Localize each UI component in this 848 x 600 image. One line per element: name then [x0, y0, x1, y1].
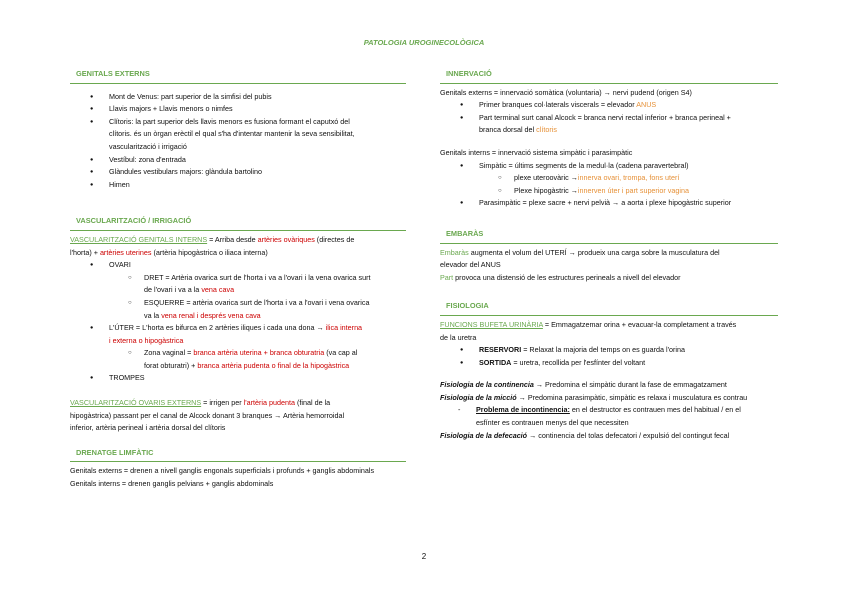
reservori-item	[440, 344, 778, 357]
branca-uterina: branca artèria uterina + branca obturatria	[193, 348, 325, 358]
drenatge-externs: Genitals externs = drenen a nivell ganglis engonals superficials i profunds + ganglis abdominals	[70, 466, 375, 476]
text: → Predomina parasimpàtic, simpàtic es relaxa i musculatura es contrau	[516, 392, 748, 402]
dret-item: ○ DRET = Artèria ovarica surt de l'horta i va a l'ovari i la vena ovarica surt	[70, 272, 406, 285]
list-item-cont: vascularització i irrigació	[109, 141, 187, 151]
right-column	[440, 68, 778, 442]
text: Primer branques col·laterals viscerals = elevador	[479, 100, 637, 110]
esquerre-cont	[70, 310, 406, 323]
uter-item	[70, 322, 406, 335]
text: (va cap al	[324, 348, 358, 358]
text: = irrigen per	[201, 398, 244, 408]
vascularitzacio-heading: VASCULARITZACIÓ / IRRIGACIÓ	[70, 215, 406, 231]
list-item: ● Glàndules vestibulars majors: glàndula bartolino	[70, 166, 406, 179]
reservori-label: RESERVORI	[479, 345, 522, 355]
list-item: ● Vestíbul: zona d'entrada	[70, 154, 406, 167]
genitals-externs-heading: GENITALS EXTERNS	[70, 68, 406, 84]
text: = Relaxat la majoria del temps on es guarda l'orina	[521, 345, 685, 355]
page-title: PATOLOGIA UROGINECOLÒGICA	[363, 38, 485, 47]
primer-item	[440, 99, 778, 112]
arteries-uterines: artèries uterines	[99, 247, 152, 257]
innervacio-interns: Genitals interns = innervació sistema simpàtic i parasimpàtic	[440, 147, 633, 157]
ovari-item: ● OVARI	[70, 259, 406, 272]
arteries-ovariques: artèries ovàriques	[257, 234, 315, 244]
zona-vaginal-cont	[70, 360, 406, 373]
continencia-label: Fisiologia de la continencia	[440, 380, 534, 390]
list-item: ● Clítoris: la part superior dels llavis menors es fusiona formant el caputxó del	[70, 116, 406, 129]
embaras-heading: EMBARÀS	[440, 228, 778, 244]
left-column	[70, 68, 406, 491]
text: va la	[144, 310, 162, 320]
zona-vaginal-item	[70, 347, 406, 360]
part-line	[440, 272, 778, 285]
page-number: 2	[421, 552, 427, 561]
part-terminal-item: ● Part terminal surt canal Alcock = branca nervi rectal inferior + branca perineal +	[440, 112, 778, 125]
text: → Predomina el simpàtic durant la fase de emmagatzament	[533, 380, 727, 390]
incontinencia-item	[440, 404, 778, 417]
plexe-uteroovaric	[440, 172, 778, 185]
trompes-item: ● TROMPES	[70, 372, 406, 385]
iliaca-externa: i externa o hipogàstrica	[109, 335, 184, 345]
embaras-word: Embaràs	[440, 247, 469, 257]
arteria-pudenta: l'artèria pudenta	[243, 398, 296, 408]
text: Zona vaginal =	[144, 348, 194, 358]
drenatge-heading: DRENATGE LIMFÀTIC	[70, 447, 406, 463]
interns-line-2	[70, 247, 406, 260]
text: Plexe hipogàstric →	[514, 185, 578, 195]
text: (directes de	[314, 234, 355, 244]
interns-label: VASCULARITZACIÓ GENITALS INTERNS	[70, 234, 208, 244]
clitoris: clítoris	[536, 125, 557, 135]
embaras-line-1	[440, 247, 778, 260]
defecacio-line	[440, 430, 778, 443]
vena-renal: vena renal i després vena cava	[161, 310, 261, 320]
text: en el destructor es contrauen mes del habitual / en el	[569, 405, 741, 415]
ovaris-line-2: hipogàstrica) passant per el canal de Alcock donant 3 branques → Artèria hemorroidal	[70, 410, 345, 420]
fisiologia-heading: FISIOLOGIA	[440, 300, 778, 316]
parasimpatic-item: ● Parasimpàtic = plexe sacre + nervi pelvià → a aorta i plexe hipogàstric superior	[440, 197, 778, 210]
miccio-label: Fisiologia de la micció	[440, 392, 517, 402]
miccio-line	[440, 392, 778, 405]
part-terminal-cont	[440, 124, 778, 137]
list-item: ● Llavis majors + Llavis menors o nimfes	[70, 103, 406, 116]
text: forat obturatri) +	[144, 360, 198, 370]
interns-line-1	[70, 234, 406, 247]
ovaris-line-1	[70, 397, 406, 410]
esquerre-item: ○ ESQUERRE = artèria ovarica surt de l'horta i va a l'ovari i vena ovarica	[70, 297, 406, 310]
sortida-label: SORTIDA	[479, 357, 512, 367]
funcions-line-2: de la uretra	[440, 332, 477, 342]
continencia-line	[440, 379, 778, 392]
text: = uretra, recollida per l'esfínter del voltant	[511, 357, 646, 367]
list-item-cont: clítoris. és un òrgan erèctil el qual s'ha d'intentar mantenir la seva sensibilitat,	[109, 129, 355, 139]
text: provoca una distensió de les estructures perineals a nivell del elevador	[453, 272, 681, 282]
iliaca-interna: ilica interna	[325, 323, 363, 333]
text: (final de la	[295, 398, 331, 408]
text: L'ÚTER = L'horta es bifurca en 2 artèries iliques i cada una dona →	[109, 323, 326, 333]
funcions-line-1	[440, 319, 778, 332]
part-word: Part	[440, 272, 454, 282]
innervacio-externs: Genitals externs = innervació somàtica (voluntaria) → nervi pudend (origen S4)	[440, 87, 692, 97]
text: = Arriba desde	[207, 234, 258, 244]
branca-pudenda: branca artèria pudenta o final de la hipogàstrica	[197, 360, 350, 370]
list-item: ● Himen	[70, 179, 406, 192]
text: → continencia del tolas defecatori / expulsió del contingut fecal	[527, 430, 730, 440]
embaras-line-2: elevador del ANUS	[440, 260, 501, 270]
text: branca dorsal del	[479, 125, 537, 135]
incontinencia-cont: esfínter es contrauen menys del que necessiten	[476, 418, 629, 428]
funcions-label: FUNCIONS BUFETA URINÀRIA	[440, 319, 543, 329]
list-item: ● Mont de Venus: part superior de la simfisi del pubis	[70, 91, 406, 104]
dret-cont	[70, 284, 406, 297]
sortida-item	[440, 357, 778, 370]
text: l'horta) +	[70, 247, 100, 257]
text: plexe uteroovàric →	[514, 173, 578, 183]
drenatge-interns: Genitals interns = drenen ganglis pelvians + ganglis abdominals	[70, 479, 274, 489]
ovaris-label: VASCULARITZACIÓ OVARIS EXTERNS	[70, 398, 202, 408]
vena-cava: vena cava	[201, 285, 235, 295]
anus: ANUS	[636, 100, 657, 110]
text: (artèria hipogàstrica o iliaca interna)	[151, 247, 268, 257]
defecacio-label: Fisiologia de la defecació	[440, 430, 528, 440]
plexe-hipogastric	[440, 185, 778, 198]
incontinencia-label: Problema de incontinencia:	[476, 405, 570, 415]
innerven-uter: innerven úter i part superior vagina	[577, 185, 689, 195]
innerva-ovari: innerva ovari, trompa, fons uterí	[577, 173, 680, 183]
innervacio-heading: INNERVACIÓ	[440, 68, 778, 84]
text: de l'ovari i va a la	[144, 285, 202, 295]
ovaris-line-3: inferior, artèria perineal i artèria dorsal del clítoris	[70, 423, 226, 433]
simpatic-item: ● Simpàtic = últims segments de la medul·la (cadena paravertebral)	[440, 160, 778, 173]
text: = Emmagatzemar orina + evacuar-la completament a través	[542, 319, 737, 329]
text: augmenta el volum del UTERÍ → produeix una carga sobre la musculatura del	[468, 247, 720, 257]
